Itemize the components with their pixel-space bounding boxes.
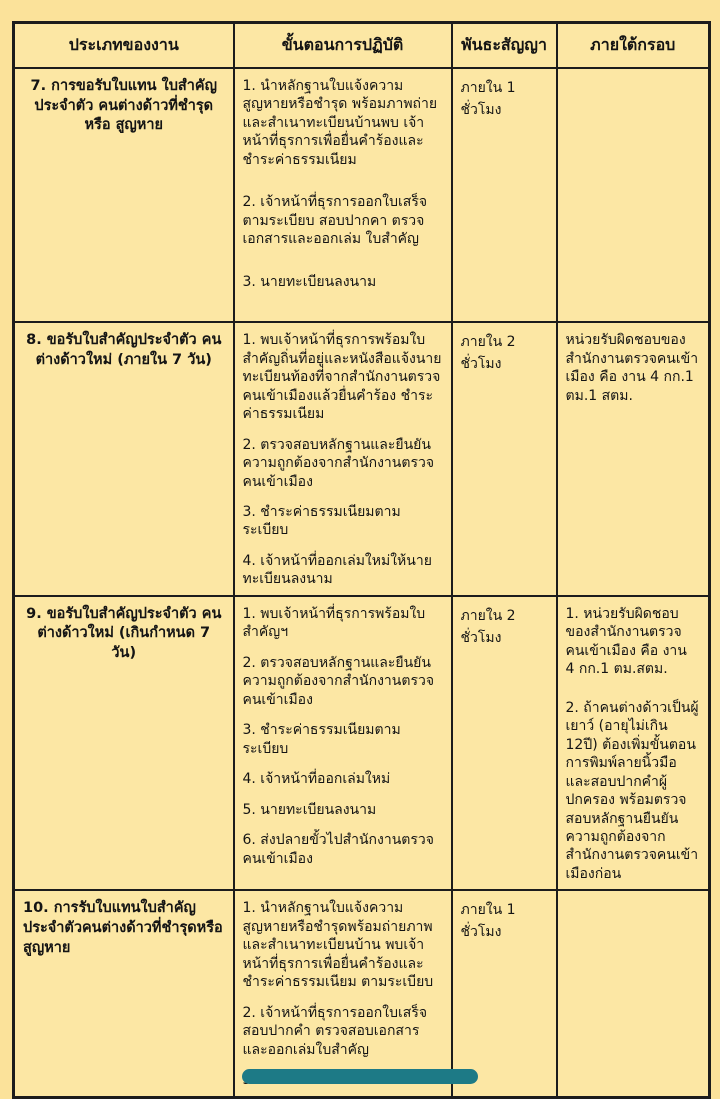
work-type-cell: 9. ขอรับใบสำคัญประจำตัว คนต่างด้าวใหม่ (เกินกำหนด 7 วัน) bbox=[14, 596, 234, 891]
column-header-framework: ภายใต้กรอบ bbox=[557, 23, 710, 69]
step-item: 2. ตรวจสอบหลักฐานและยืนยันความถูกต้องจากสำนักงานตรวจคนเข้าเมือง bbox=[242, 436, 435, 490]
work-type-cell: 8. ขอรับใบสำคัญประจำตัว คนต่างด้าวใหม่ (ภายใน 7 วัน) bbox=[14, 322, 234, 596]
framework-cell bbox=[557, 68, 710, 322]
footer-bar bbox=[242, 1069, 478, 1084]
commitment-cell: ภายใน 1 ชั่วโมง bbox=[452, 68, 557, 322]
table-row bbox=[14, 890, 710, 1097]
step-item: 1. นำหลักฐานใบแจ้งความสูญหายหรือชำรุดพร้อมถ่ายภาพ และสำเนาทะเบียนบ้าน พบเจ้าหน้าที่ธุรการเพื่อยื่นคำร้องและชำระค่าธรรมเนียม ตามระเบียบ bbox=[242, 900, 434, 991]
steps-cell bbox=[234, 322, 452, 596]
header-row bbox=[14, 23, 710, 69]
steps-cell bbox=[234, 890, 452, 1097]
step-item: 3. ชำระค่าธรรมเนียมตามระเบียบ bbox=[242, 722, 401, 757]
framework-note: 2. ถ้าคนต่างด้าวเป็นผู้เยาว์ (อายุไม่เกิน 12ปี) ต้องเพิ่มขั้นตอนการพิมพ์ลายนิ้วมือและสอบปากคำผู้ปกครอง พร้อมตรวจสอบหลักฐานยืนยันความถูกต้องจากสำนักงานตรวจคนเข้าเมืองก่อน bbox=[565, 699, 699, 882]
commitment-cell: ภายใน 2 ชั่วโมง bbox=[452, 596, 557, 891]
table-row bbox=[14, 596, 710, 891]
column-header-work-type: ประเภทของงาน bbox=[14, 23, 234, 69]
framework-note: 1. หน่วยรับผิดชอบของสำนักงานตรวจคนเข้าเมือง คือ งาน 4 กก.1 ตม.สตม. bbox=[565, 605, 687, 678]
work-type-cell: 7. การขอรับใบแทน ใบสำคัญประจำตัว คนต่างด้าวที่ชำรุด หรือ สูญหาย bbox=[14, 68, 234, 322]
procedure-table bbox=[12, 21, 711, 1099]
step-item: 3. นายทะเบียนลงนาม bbox=[242, 273, 377, 290]
step-item: 1. นำหลักฐานใบแจ้งความสูญหายหรือชำรุด พร้อมภาพถ่ายและสำเนาทะเบียนบ้านพบ เจ้าหน้าที่ธุรการเพื่อยื่นคำร้องและชำระค่าธรรมเนียม bbox=[242, 78, 438, 168]
step-item: 2. เจ้าหน้าที่ธุรการออกใบเสร็จ สอบปากคำ ตรวจสอบเอกสาร และออกเล่มใบสำคัญ bbox=[242, 1004, 428, 1058]
work-type-cell: 10. การรับใบแทนใบสำคัญประจำตัวคนต่างด้าวที่ชำรุดหรือสูญหาย bbox=[14, 890, 234, 1097]
step-item: 4. เจ้าหน้าที่ออกเล่มใหม่ bbox=[242, 771, 391, 788]
step-item: 1. พบเจ้าหน้าที่ธุรการพร้อมใบสำคัญถิ่นที่อยู่และหนังสือแจ้งนายทะเบียนท้องที่จากสำนักงานตรวจคนเข้าเมืองแล้วยื่นคำร้อง ชำระค่าธรรมเนียม bbox=[242, 332, 442, 423]
commitment-cell: ภายใน 2 ชั่วโมง bbox=[452, 322, 557, 596]
step-item: 1. พบเจ้าหน้าที่ธุรการพร้อมใบสำคัญฯ bbox=[242, 605, 426, 641]
steps-cell bbox=[234, 596, 452, 891]
step-item: 6. ส่งปลายขั้วไปสำนักงานตรวจคนเข้าเมือง bbox=[242, 832, 434, 867]
framework-cell bbox=[557, 322, 710, 596]
framework-note: หน่วยรับผิดชอบของสำนักงานตรวจคนเข้าเมือง คือ งาน 4 กก.1 ตม.1 สตม. bbox=[565, 332, 699, 404]
table-row bbox=[14, 68, 710, 322]
table-row bbox=[14, 322, 710, 596]
framework-cell bbox=[557, 596, 710, 891]
step-item: 3. ชำระค่าธรรมเนียมตามระเบียบ bbox=[242, 503, 401, 539]
step-item: 5. นายทะเบียนลงนาม bbox=[242, 801, 377, 818]
step-item: 2. เจ้าหน้าที่ธุรการออกใบเสร็จตามระเบียบ สอบปากคา ตรวจเอกสารและออกเล่ม ใบสำคัญ bbox=[242, 194, 428, 248]
step-item: 4. เจ้าหน้าที่ออกเล่มใหม่ให้นายทะเบียนลงนาม bbox=[242, 552, 432, 588]
column-header-steps: ขั้นตอนการปฏิบัติ bbox=[234, 23, 452, 69]
column-header-commitment: พันธะสัญญา bbox=[452, 23, 557, 69]
step-item: 2. ตรวจสอบหลักฐานและยืนยันความถูกต้องจากสำนักงานตรวจคนเข้าเมือง bbox=[242, 654, 435, 708]
commitment-cell: ภายใน 1 ชั่วโมง bbox=[452, 890, 557, 1097]
steps-cell bbox=[234, 68, 452, 322]
framework-cell bbox=[557, 890, 710, 1097]
